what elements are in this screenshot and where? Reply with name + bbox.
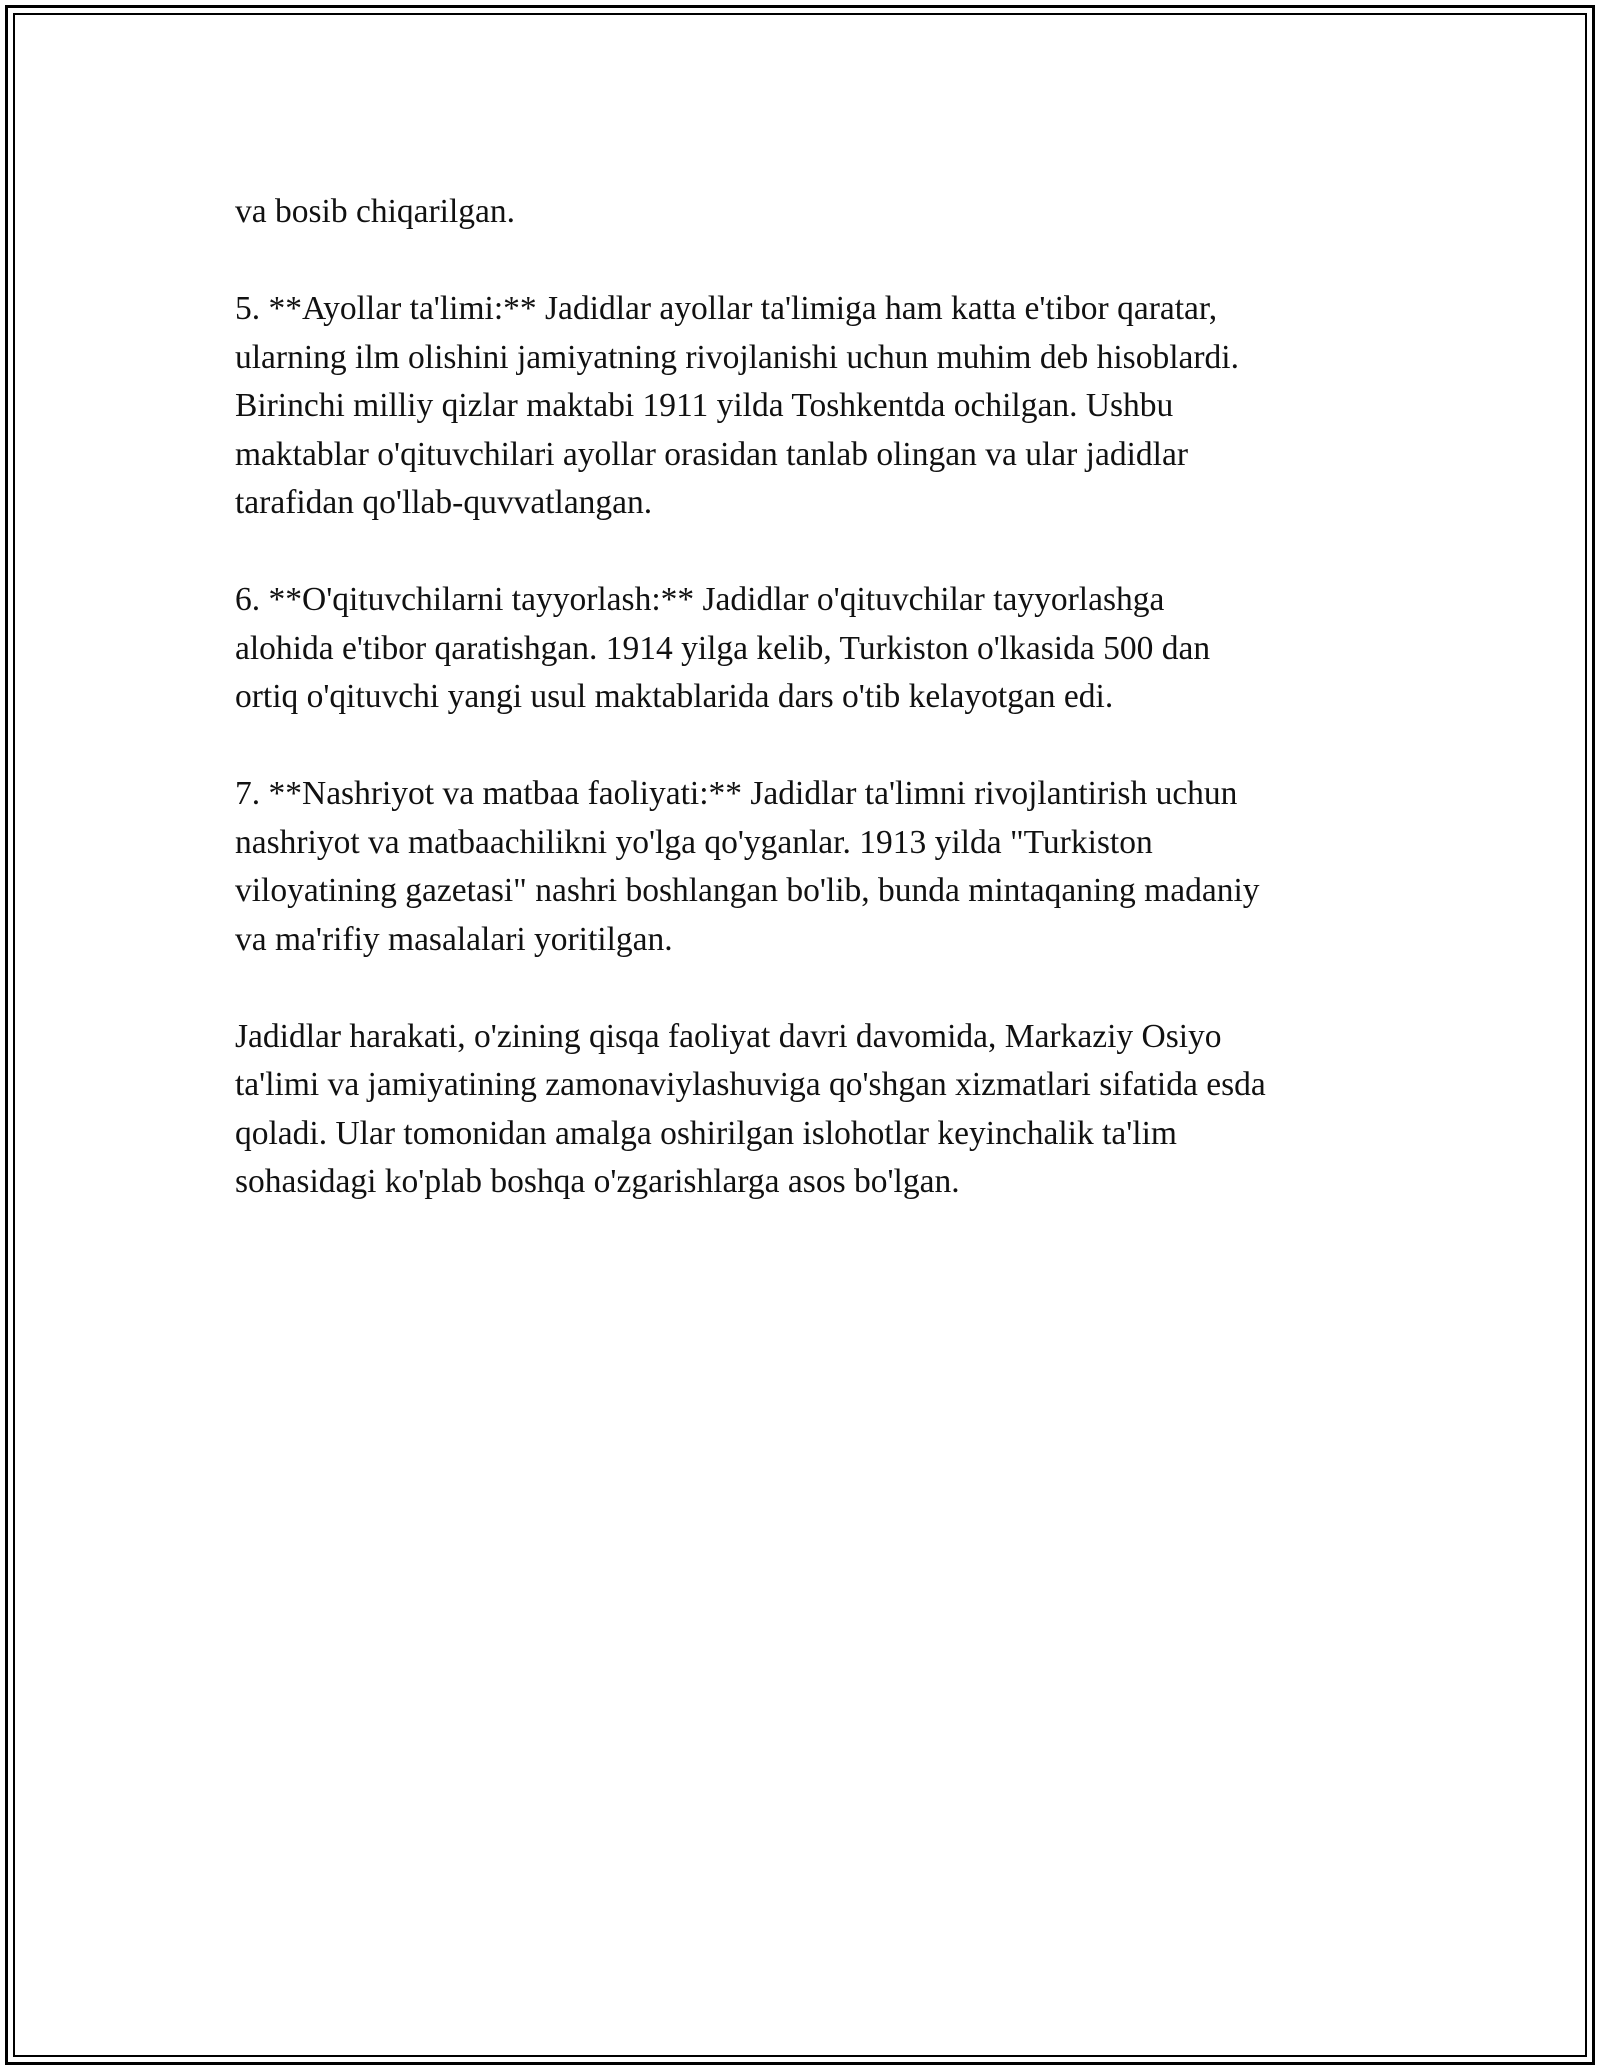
paragraph-item-7-publishing: 7. **Nashriyot va matbaa faoliyati:** Jadidlar ta'limni rivojlantirish uchun nashriyot va matbaachilikni yo'lga qo'yganlar. 1913 yilda "Turkiston viloyatining gazetasi" nashri boshlangan bo'lib, bunda mintaqaning madaniy va ma'rifiy masalalari yoritilgan.: [235, 775, 1260, 958]
paragraph-conclusion: Jadidlar harakati, o'zining qisqa faoliyat davri davomida, Markaziy Osiyo ta'limi va jamiyatining zamonaviylashuviga qo'shgan xizmatlari sifatida esda qoladi. Ular tomonidan amalga oshirilgan islohotlar keyinchalik ta'lim sohasidagi ko'plab boshqa o'zgarishlarga asos bo'lgan.: [235, 1017, 1266, 1200]
paragraph-item-5-womens-education: 5. **Ayollar ta'limi:** Jadidlar ayollar ta'limiga ham katta e'tibor qaratar, ularning ilm olishini jamiyatning rivojlanishi uchun muhim deb hisoblardi. Birinchi milliy qizlar maktabi 1911 yilda Toshkentda ochilgan. Ushbu maktablar o'qituvchilari ayollar orasidan tanlab olingan va ular jadidlar tarafidan qo'llab-quvvatlangan.: [235, 290, 1239, 521]
document-body: [235, 188, 1375, 1255]
paragraph-continuation: va bosib chiqarilgan.: [235, 193, 516, 230]
paragraph-item-6-teacher-training: 6. **O'qituvchilarni tayyorlash:** Jadidlar o'qituvchilar tayyorlashga alohida e'tibor qaratishgan. 1914 yilga kelib, Turkiston o'lkasida 500 dan ortiq o'qituvchi yangi usul maktablarida dars o'tib kelayotgan edi.: [235, 581, 1211, 715]
